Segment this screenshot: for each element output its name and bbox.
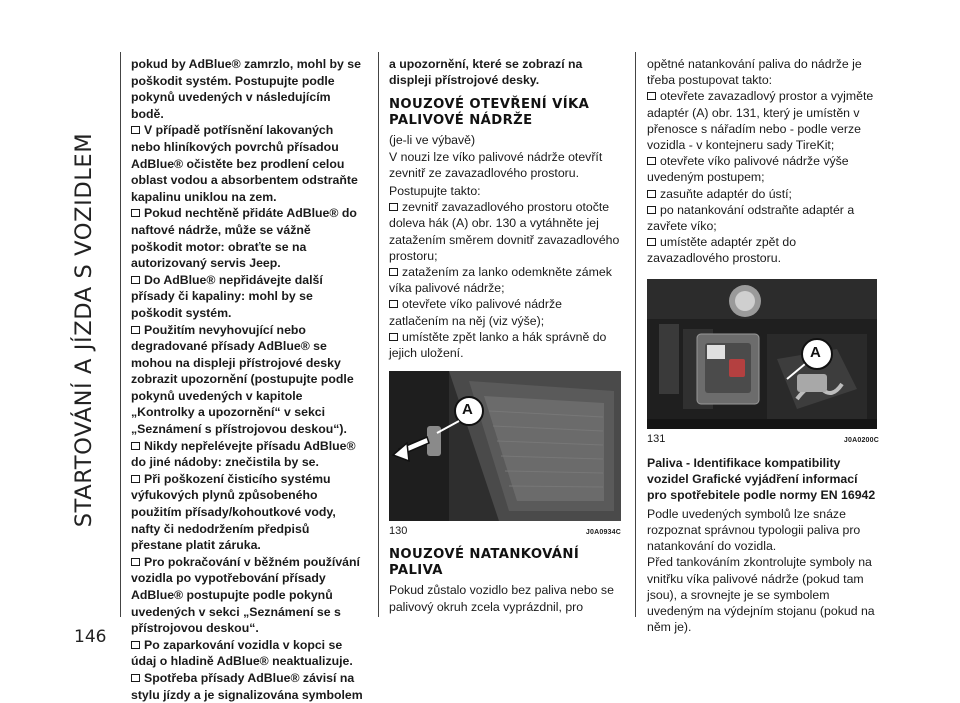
checkbox-bullet-icon [647,92,656,100]
figure-caption [389,523,621,541]
checkbox-bullet-icon [131,209,140,217]
checkbox-bullet-icon [131,475,140,483]
paragraph: Podle uvedených symbolů lze snáze rozpoznat správnou typologii paliva pro natankování do vozidla. [647,506,861,554]
step-item [389,264,621,296]
warning-text: Po zaparkování vozidla v kopci se údaj o hladině AdBlue® neaktualizuje. [131,637,353,669]
checkbox-bullet-icon [131,442,140,450]
section-heading-emergency-fuel-door: NOUZOVÉ OTEVŘENÍ VÍKA PALIVOVÉ NÁDRŽE [389,97,590,129]
column-divider-left [120,52,121,617]
checkbox-bullet-icon [131,674,140,682]
toolkit-adapter-illustration [647,279,877,429]
warning-item [131,670,363,703]
warning-text: Pokud nechtěně přidáte AdBlue® do naftové nádrže, může se vážně poškodit motor: obraťte se na autorizovaný servis Jeep. [131,206,357,271]
column-2 [389,56,621,615]
figure-code: J0A0200C [843,436,879,444]
warning-text: V případě potřísnění lakovaných nebo hliníkových povrchů přísadou AdBlue® očistěte bez prodlení celou oblast vodou a absorbentem odstraňte kapalinu uniklou na zem. [131,123,358,204]
step-item [647,88,879,153]
callout-label-a: A [462,401,473,419]
checkbox-bullet-icon [647,238,656,246]
step-item [647,234,879,266]
step-item [389,199,621,264]
warning-item [131,637,363,670]
column-1 [131,56,363,703]
paragraph: Pokud zůstalo vozidlo bez paliva nebo se palivový okruh zcela vyprázdnil, pro [389,583,614,614]
step-text: zatažením za lanko odemkněte zámek víka palivové nádrže; [389,265,612,296]
trunk-panel-illustration [389,371,621,521]
step-item [647,202,879,234]
step-text: otevřete víko palivové nádrže výše uvedeným postupem; [647,154,849,185]
column-divider-right [635,52,636,617]
checkbox-bullet-icon [389,268,398,276]
checkbox-bullet-icon [389,333,398,341]
figure-caption [647,431,879,449]
warning-item [131,272,363,322]
paragraph: pokud by AdBlue® zamrzlo, mohl by se poškodit systém. Postupujte podle pokynů uvedených v následujícím bodě. [131,57,361,121]
callout-label-a: A [810,343,821,361]
paragraph: V nouzi lze víko palivové nádrže otevřít zevnitř ze zavazadlového prostoru. [389,149,603,180]
warning-item [131,205,363,271]
section-heading-emergency-refuel: NOUZOVÉ NATANKOVÁNÍ PALIVA [389,547,580,579]
warning-item [131,322,363,438]
checkbox-bullet-icon [647,206,656,214]
warning-text: Při poškození čisticího systému výfukových plynů způsobeného použitím přísady/kohoutkové vody, nafty či nedodržením předpisů přestane platit záruka. [131,471,336,553]
step-item [389,329,621,361]
step-text: otevřete víko palivové nádrže zatlačením na něj (viz výše); [389,297,562,328]
figure-130-trunk-hook [389,371,621,521]
step-text: po natankování odstraňte adaptér a zavřete víko; [647,202,855,234]
chapter-side-title [58,50,110,610]
checkbox-bullet-icon [131,326,140,334]
figure-131-adapter-toolkit [647,279,877,429]
chapter-title-text: STARTOVÁNÍ A JÍZDA S VOZIDLEM [71,132,98,528]
checkbox-bullet-icon [131,558,140,566]
page-number: 146 [74,627,107,647]
steps-label: Postupujte takto: [389,184,481,199]
step-text: umístěte zpět lanko a hák správně do jejich uložení. [389,329,607,361]
checkbox-bullet-icon [131,641,140,649]
warning-text: Použitím nevyhovující nebo degradované přísady AdBlue® se mohou na displeji přístrojové desky zobrazit upozornění (postupujte podle pokynů uvedených v kapitole „Kontrolky a upozornění“ v sekci „Seznámení s přístrojovou deskou“). [131,322,354,437]
step-item [389,296,621,328]
warning-item [131,554,363,637]
warning-item [131,122,363,205]
checkbox-bullet-icon [647,190,656,198]
fuel-compatibility-subheading: Paliva - Identifikace kompatibility vozidel Grafické vyjádření informací pro spotřebitele podle normy EN 16942 [647,455,876,502]
step-text: umístěte adaptér zpět do zavazadlového prostoru. [647,235,797,266]
warning-text: Nikdy nepřelévejte přísadu AdBlue® do jiné nádoby: znečistila by se. [131,438,356,470]
checkbox-bullet-icon [647,157,656,165]
paragraph: Před tankováním zkontrolujte symboly na vnitřku víka palivové nádrže (pokud tam jsou), a srovnejte je se symbolem uvedeným na výdejním stojanu (pokud na něm je). [647,555,875,635]
equipment-note: (je-li ve výbavě) [389,133,476,148]
continued-warning-text: a upozornění, které se zobrazí na displeji přístrojové desky. [389,57,583,88]
figure-number: 131 [647,432,666,445]
warning-item [131,438,363,471]
step-text: otevřete zavazadlový prostor a vyjměte adaptér (A) obr. 131, který je umístěn v přenosce s nářadím nebo - podle verze vozidla - v kontejneru sady TireKit; [647,89,874,153]
warning-item [131,471,363,554]
warning-text: Spotřeba přísady AdBlue® závisí na stylu jízdy a je signalizována symbolem [131,670,363,702]
column-3 [647,56,879,635]
step-item [647,153,879,185]
checkbox-bullet-icon [131,276,140,284]
figure-number: 130 [389,525,408,538]
checkbox-bullet-icon [389,203,398,211]
paragraph: opětné natankování paliva do nádrže je třeba postupovat takto: [647,57,862,88]
warning-text: Pro pokračování v běžném používání vozidla po vypotřebování přísady AdBlue® postupujte podle pokynů uvedených v sekci „Seznámení se s přístrojovou deskou“. [131,554,360,636]
step-text: zasuňte adaptér do ústí; [660,186,792,201]
column-divider-middle [378,52,379,617]
checkbox-bullet-icon [389,300,398,308]
figure-code: J0A0934C [585,529,621,537]
checkbox-bullet-icon [131,126,140,134]
warning-text: Do AdBlue® nepřidávejte další přísady či kapaliny: mohl by se poškodit systém. [131,272,323,320]
step-text: zevnitř zavazadlového prostoru otočte doleva hák (A) obr. 130 a vytáhněte jej zatažením směrem dovnitř zavazadlového prostoru; [389,200,620,263]
step-item [647,186,879,202]
